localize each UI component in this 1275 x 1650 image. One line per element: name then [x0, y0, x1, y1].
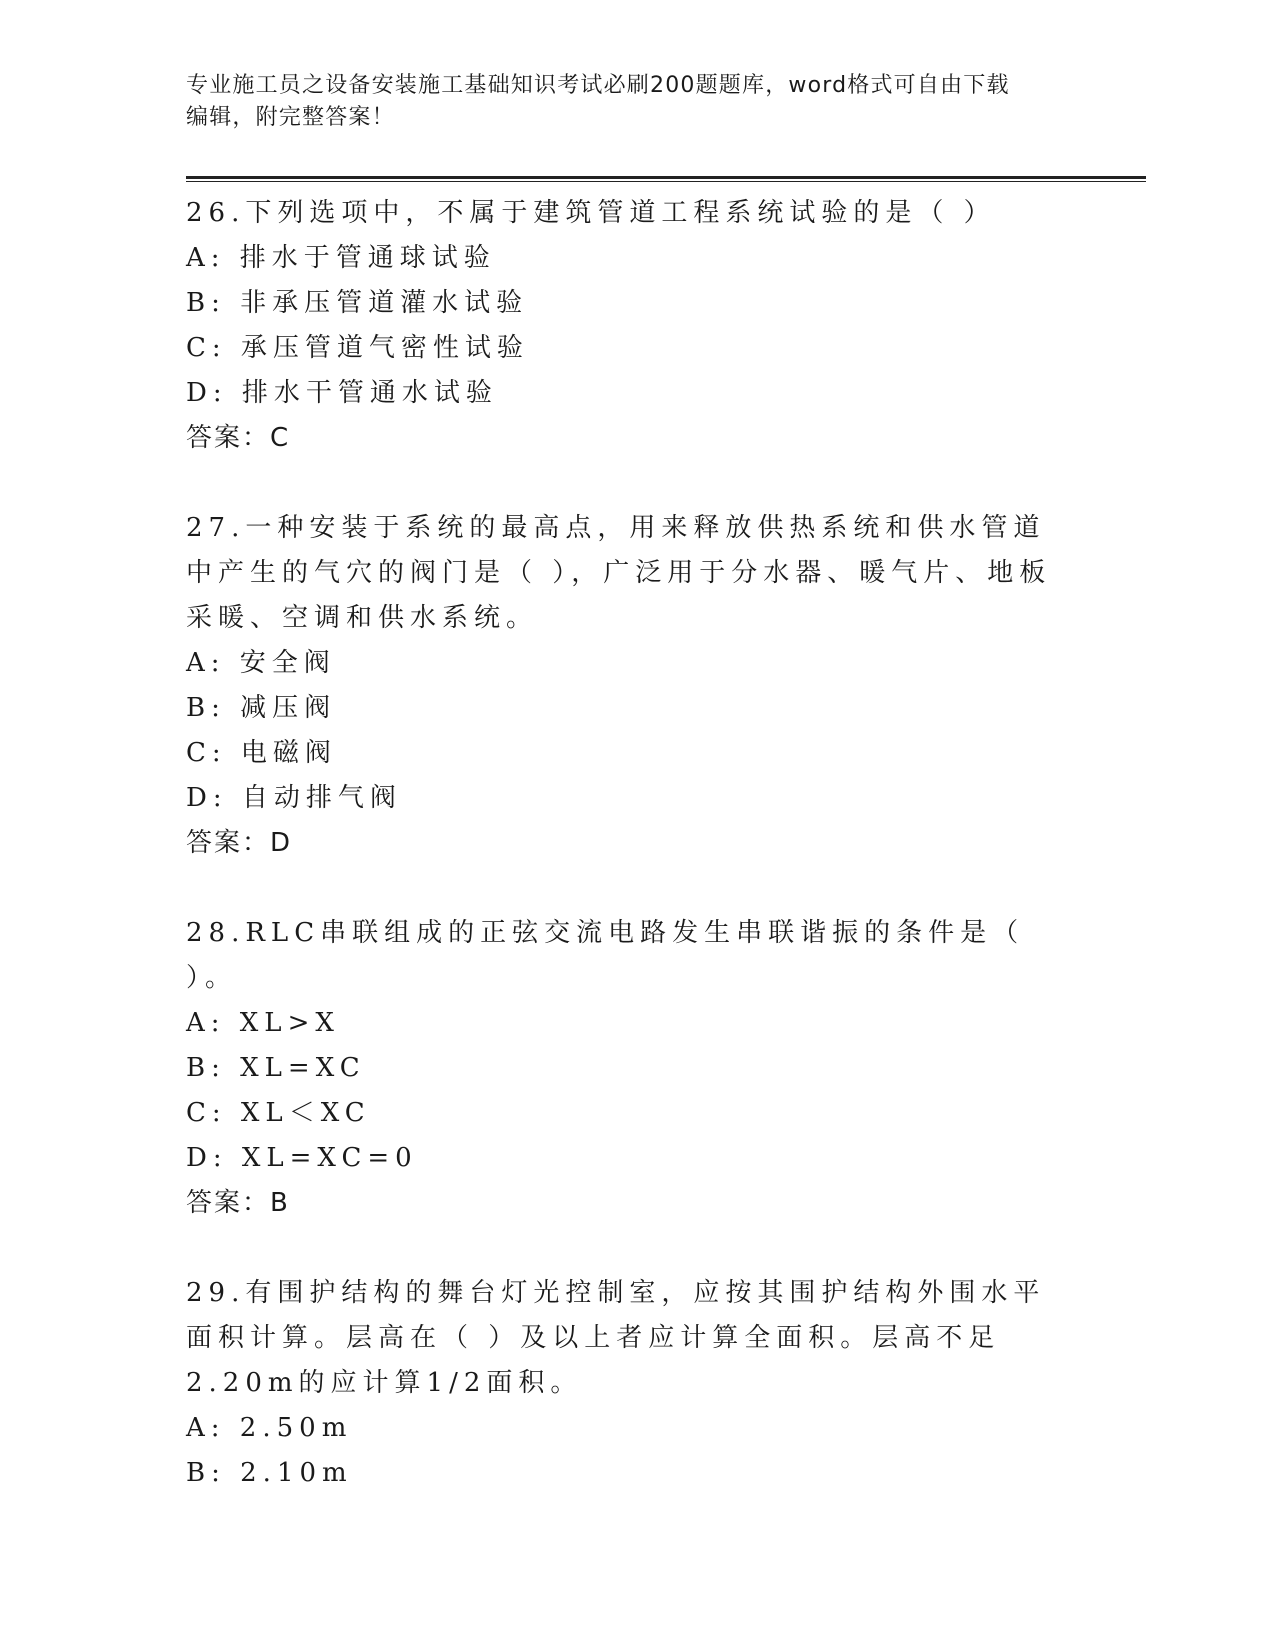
- question-body: 下列选项中，不属于建筑管道工程系统试验的是（ ）: [245, 198, 996, 228]
- document-header: [186, 70, 1066, 134]
- document-page: [186, 70, 1146, 1496]
- question-list: [186, 191, 1146, 1496]
- option-a: A: 排水于管通球试验: [186, 243, 496, 273]
- header-divider: [186, 176, 1146, 182]
- option-b: B: 减压阀: [186, 693, 337, 723]
- question-text: [186, 1271, 1066, 1406]
- question-text: [186, 191, 1066, 236]
- header-title-line-2: 编辑，附完整答案！: [186, 105, 395, 130]
- option-d: D: 自动排气阀: [186, 783, 402, 813]
- option-c: C: 承压管道气密性试验: [186, 333, 529, 363]
- question-number: 26.: [186, 198, 246, 228]
- option-c: C: XL＜XC: [186, 1098, 371, 1128]
- question-number: 27.: [186, 513, 246, 543]
- answer: 答案：C: [186, 423, 291, 453]
- header-title-line-1: 专业施工员之设备安装施工基础知识考试必刷200题题库，word格式可自由下载: [186, 73, 1010, 98]
- spacer: [186, 866, 1146, 911]
- option-a: A: XL>X: [186, 1008, 340, 1038]
- spacer: [186, 1226, 1146, 1271]
- option-c: C: 电磁阀: [186, 738, 337, 768]
- question-number: 28.: [186, 918, 246, 948]
- question-body: 一种安装于系统的最高点，用来释放供热系统和供水管道中产生的气穴的阀门是（ ），广泛用于分水器、暖气片、地板采暖、空调和供水系统。: [186, 513, 1052, 633]
- option-b: B: 2.10m: [186, 1458, 353, 1488]
- option-d: D: 排水干管通水试验: [186, 378, 498, 408]
- question-body: RLC串联组成的正弦交流电路发生串联谐振的条件是（ ）。: [186, 918, 1025, 993]
- question-29: [186, 1271, 1146, 1496]
- option-d: D: XL=XC=0: [186, 1143, 418, 1173]
- question-number: 29.: [186, 1278, 246, 1308]
- spacer: [186, 461, 1146, 506]
- option-a: A: 安全阀: [186, 648, 336, 678]
- question-text: [186, 911, 1066, 1001]
- question-27: [186, 506, 1146, 866]
- question-text: [186, 506, 1066, 641]
- question-28: [186, 911, 1146, 1226]
- answer: 答案：D: [186, 828, 293, 858]
- question-body: 有围护结构的舞台灯光控制室，应按其围护结构外围水平面积计算。层高在（ ）及以上者应计算全面积。层高不足2.20m的应计算1/2面积。: [186, 1278, 1046, 1398]
- answer: 答案：B: [186, 1188, 290, 1218]
- question-26: [186, 191, 1146, 461]
- option-b: B: XL=XC: [186, 1053, 366, 1083]
- option-a: A: 2.50m: [186, 1413, 353, 1443]
- option-b: B: 非承压管道灌水试验: [186, 288, 529, 318]
